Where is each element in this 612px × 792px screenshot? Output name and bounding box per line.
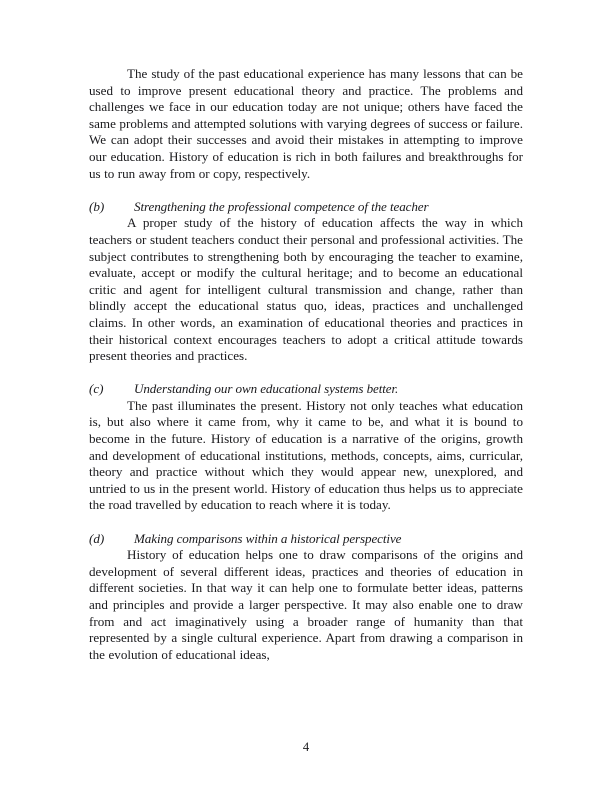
section-d-heading-text: Making comparisons within a historical perspective bbox=[134, 530, 402, 546]
section-c-marker: (c) bbox=[89, 381, 104, 397]
section-c-spacer bbox=[89, 514, 523, 531]
section-d-body: History of education helps one to draw comparisons of the origins and development of several different ideas, practices and theories of education in different societies. In that way it can help one to formulate better ideas, patterns and principles and provide a larger perspective. It may also enable one to draw from and act imaginatively using a broader range of humanity than that represented by a single cultural experience. Apart from drawing a comparison in the evolution of educational ideas, bbox=[89, 547, 523, 662]
section-d-marker: (d) bbox=[89, 530, 105, 546]
section-d-heading bbox=[89, 531, 523, 548]
paragraph-spacer bbox=[89, 182, 523, 199]
section-c bbox=[89, 381, 523, 514]
section-b-body: A proper study of the history of education affects the way in which teachers or student teachers conduct their personal and professional activities. The subject contributes to strengthening both by encouraging the teacher to examine, evaluate, accept or modify the cultural heritage; and to become an educational critic and agent for intelligent cultural transmission and change, rather than blindly accept the educational status quo, ideas, practices and unchallenged claims. In other words, an examination of educational theories and practices in their historical context encourages teachers to adopt a critical attitude towards present theories and practices. bbox=[89, 215, 523, 364]
intro-paragraph: The study of the past educational experience has many lessons that can be used to improve present educational theory and practice. The problems and challenges we face in our education today are not unique; others have faced the same problems and attempted solutions with varying degrees of success or failure. We can adopt their successes and avoid their mistakes in attempting to improve our education. History of education is rich in both failures and breakthroughs for us to run away from or copy, respectively. bbox=[89, 66, 523, 181]
section-c-heading-text: Understanding our own educational systems better. bbox=[134, 381, 399, 397]
section-b-heading-text: Strengthening the professional competence of the teacher bbox=[134, 198, 429, 214]
section-c-heading bbox=[89, 381, 523, 398]
section-b-marker: (b) bbox=[89, 198, 105, 214]
section-d bbox=[89, 531, 523, 664]
section-c-body: The past illuminates the present. History not only teaches what education is, but also where it came from, why it came to be, and what it is bound to become in the future. History of education is a narrative of the origins, growth and development of educational institutions, methods, concepts, aims, curricular, theory and practice without which they would appear new, unexplored, and untried to us in the present world. History of education thus helps us to appreciate the road travelled by education to reach where it is today. bbox=[89, 397, 523, 513]
section-b-spacer bbox=[89, 365, 523, 382]
page-number: 4 bbox=[302, 740, 310, 754]
section-b-heading bbox=[89, 199, 523, 216]
section-b bbox=[89, 199, 523, 365]
page-content bbox=[89, 66, 523, 663]
